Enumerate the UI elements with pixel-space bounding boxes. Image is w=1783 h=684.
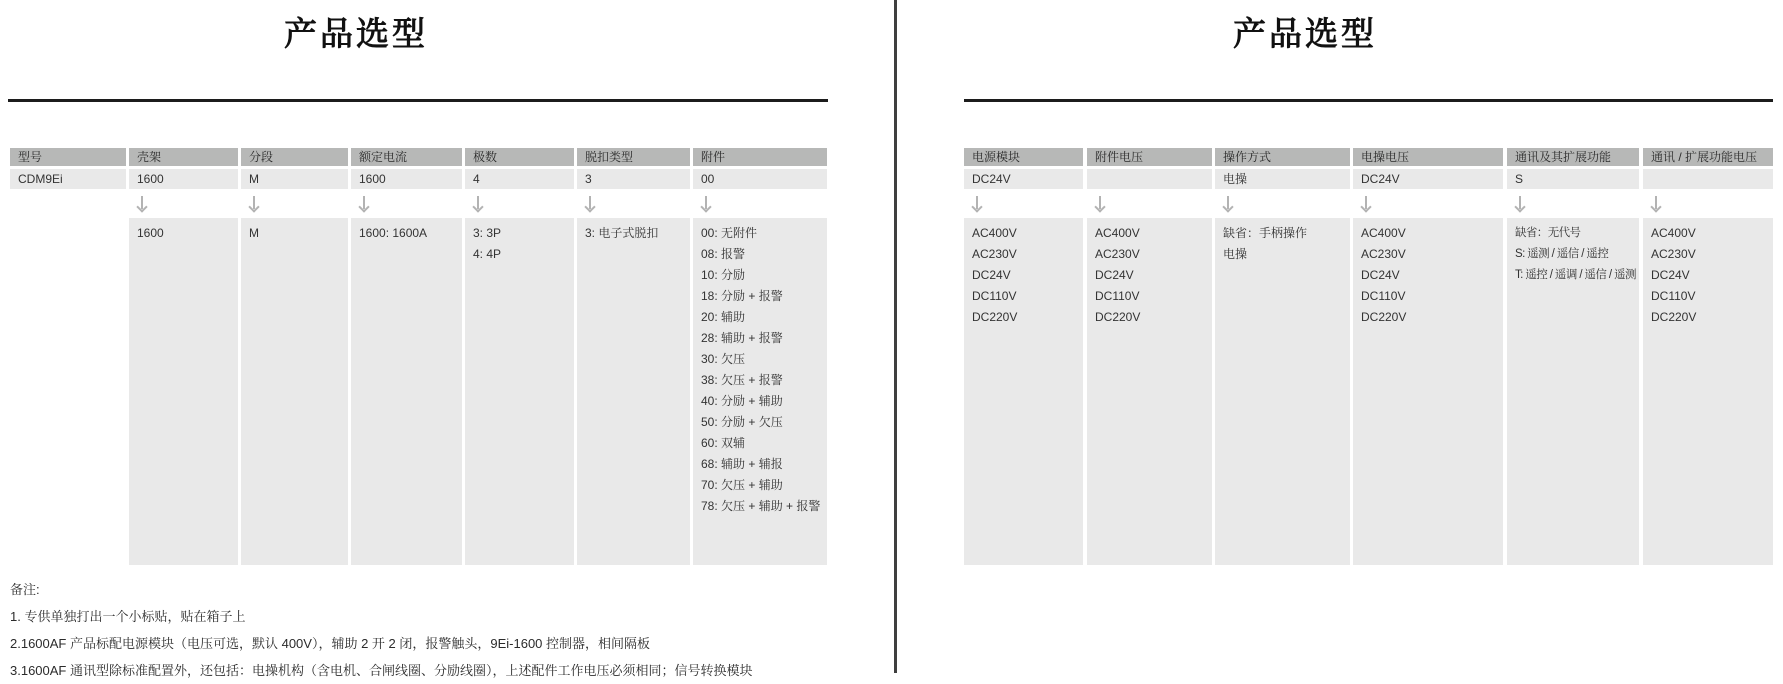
column-value-operation-mode: 电操 [1215, 169, 1350, 189]
option-line: 30: 欠压 [701, 352, 746, 366]
option-line: 50: 分励 + 欠压 [701, 415, 783, 429]
down-arrow-icon [359, 196, 369, 214]
down-arrow-icon [137, 196, 147, 214]
column-header-accessories: 附件 [693, 148, 827, 166]
option-line: DC24V [1651, 268, 1690, 282]
option-line: DC220V [1361, 310, 1407, 324]
detail-options-motor-voltage [1353, 218, 1503, 565]
option-line: 20: 辅助 [701, 310, 746, 324]
page-title: 产品选型 [1233, 15, 1377, 52]
down-arrow-icon [1223, 196, 1233, 214]
column-value-frame: 1600 [129, 169, 238, 189]
down-arrow-icon [1651, 196, 1661, 214]
column-header-model: 型号 [10, 148, 126, 166]
column-value-comm-function: S [1507, 169, 1639, 189]
option-line: 70: 欠压 + 辅助 [701, 478, 783, 492]
column-header-comm-function: 通讯及其扩展功能 [1507, 148, 1639, 166]
column-value-accessory-voltage [1087, 169, 1212, 189]
detail-options-comm-voltage [1643, 218, 1773, 565]
column-header-operation-mode: 操作方式 [1215, 148, 1350, 166]
detail-options-comm-function [1507, 218, 1639, 565]
option-line: M [249, 226, 259, 240]
option-line: AC230V [972, 247, 1017, 261]
option-line: 00: 无附件 [701, 226, 758, 240]
option-line: 38: 欠压 + 报警 [701, 373, 783, 387]
down-arrow-icon [701, 196, 711, 214]
detail-options-frame [129, 218, 238, 565]
option-line: 40: 分励 + 辅助 [701, 394, 783, 408]
column-value-comm-voltage [1643, 169, 1773, 189]
option-line: DC110V [1361, 289, 1406, 303]
notes-block [10, 576, 753, 684]
option-line: 78: 欠压 + 辅助 + 报警 [701, 499, 821, 513]
down-arrow-icon [585, 196, 595, 214]
option-line: 68: 辅助 + 辅报 [701, 457, 783, 471]
option-line: DC220V [1651, 310, 1697, 324]
option-line: 缺省：手柄操作 [1223, 226, 1308, 240]
column-value-model: CDM9Ei [10, 169, 126, 189]
option-line: AC400V [972, 226, 1017, 240]
detail-options-trip-type [577, 218, 690, 565]
option-line: 1600: 1600A [359, 226, 428, 240]
column-value-trip-type: 3 [577, 169, 690, 189]
column-header-rated-current: 额定电流 [351, 148, 462, 166]
option-line: AC400V [1361, 226, 1406, 240]
column-value-motor-voltage: DC24V [1353, 169, 1503, 189]
option-line: AC400V [1095, 226, 1140, 240]
option-line: DC220V [1095, 310, 1141, 324]
column-value-accessories: 00 [693, 169, 827, 189]
note-line: 1. 专供单独打出一个小标贴，贴在箱子上 [10, 609, 246, 624]
page-title: 产品选型 [284, 15, 428, 52]
column-header-power-module: 电源模块 [964, 148, 1083, 166]
column-header-trip-type: 脱扣类型 [577, 148, 690, 166]
detail-options-breaking [241, 218, 348, 565]
detail-options-power-module [964, 218, 1083, 565]
option-line: DC110V [1651, 289, 1696, 303]
option-line: DC110V [972, 289, 1017, 303]
column-value-breaking: M [241, 169, 348, 189]
page-divider [894, 0, 897, 673]
option-line: AC230V [1651, 247, 1696, 261]
option-line: 电操 [1223, 247, 1248, 261]
option-line: AC230V [1095, 247, 1140, 261]
column-header-motor-voltage: 电操电压 [1353, 148, 1503, 166]
option-line: S: 遥测 / 遥信 / 遥控 [1515, 248, 1609, 260]
option-line: 60: 双辅 [701, 436, 746, 450]
detail-options-accessory-voltage [1087, 218, 1212, 565]
note-line: 2.1600AF 产品标配电源模块（电压可选，默认 400V），辅助 2 开 2 闭，报警触头，9Ei-1600 控制器，相间隔板 [10, 636, 651, 651]
notes-label: 备注: [10, 582, 40, 597]
down-arrow-icon [249, 196, 259, 214]
note-line: 3.1600AF 通讯型除标准配置外，还包括：电操机构（含电机、合闸线圈、分励线圈），上述配件工作电压必须相同；信号转换模块 [10, 663, 753, 678]
option-line: 18: 分励 + 报警 [701, 289, 783, 303]
column-header-frame: 壳架 [129, 148, 238, 166]
down-arrow-icon [972, 196, 982, 214]
option-line: 3: 3P [473, 226, 502, 240]
detail-options-accessories [693, 218, 827, 565]
column-header-poles: 极数 [465, 148, 574, 166]
down-arrow-icon [473, 196, 483, 214]
detail-options-operation-mode [1215, 218, 1350, 565]
column-header-comm-voltage: 通讯 / 扩展功能电压 [1643, 148, 1773, 166]
option-line: DC24V [972, 268, 1011, 282]
option-line: 28: 辅助 + 报警 [701, 331, 783, 345]
option-line: 4: 4P [473, 247, 502, 261]
column-header-accessory-voltage: 附件电压 [1087, 148, 1212, 166]
option-line: 1600 [137, 226, 164, 240]
title-underline [8, 99, 828, 102]
option-line: 10: 分励 [701, 268, 746, 282]
option-line: DC24V [1361, 268, 1400, 282]
option-line: 3: 电子式脱扣 [585, 226, 659, 240]
option-line: 08: 报警 [701, 247, 746, 261]
option-line: AC400V [1651, 226, 1696, 240]
detail-options-poles [465, 218, 574, 565]
option-line: AC230V [1361, 247, 1406, 261]
detail-options-rated-current [351, 218, 462, 565]
column-value-power-module: DC24V [964, 169, 1083, 189]
column-value-rated-current: 1600 [351, 169, 462, 189]
down-arrow-icon [1095, 196, 1105, 214]
option-line: DC24V [1095, 268, 1134, 282]
title-underline [964, 99, 1773, 102]
option-line: T: 遥控 / 遥调 / 遥信 / 遥测 [1515, 269, 1636, 281]
column-header-breaking: 分段 [241, 148, 348, 166]
down-arrow-icon [1515, 196, 1525, 214]
down-arrow-icon [1361, 196, 1371, 214]
option-line: DC220V [972, 310, 1018, 324]
option-line: 缺省：无代号 [1515, 227, 1581, 239]
column-value-poles: 4 [465, 169, 574, 189]
option-line: DC110V [1095, 289, 1140, 303]
